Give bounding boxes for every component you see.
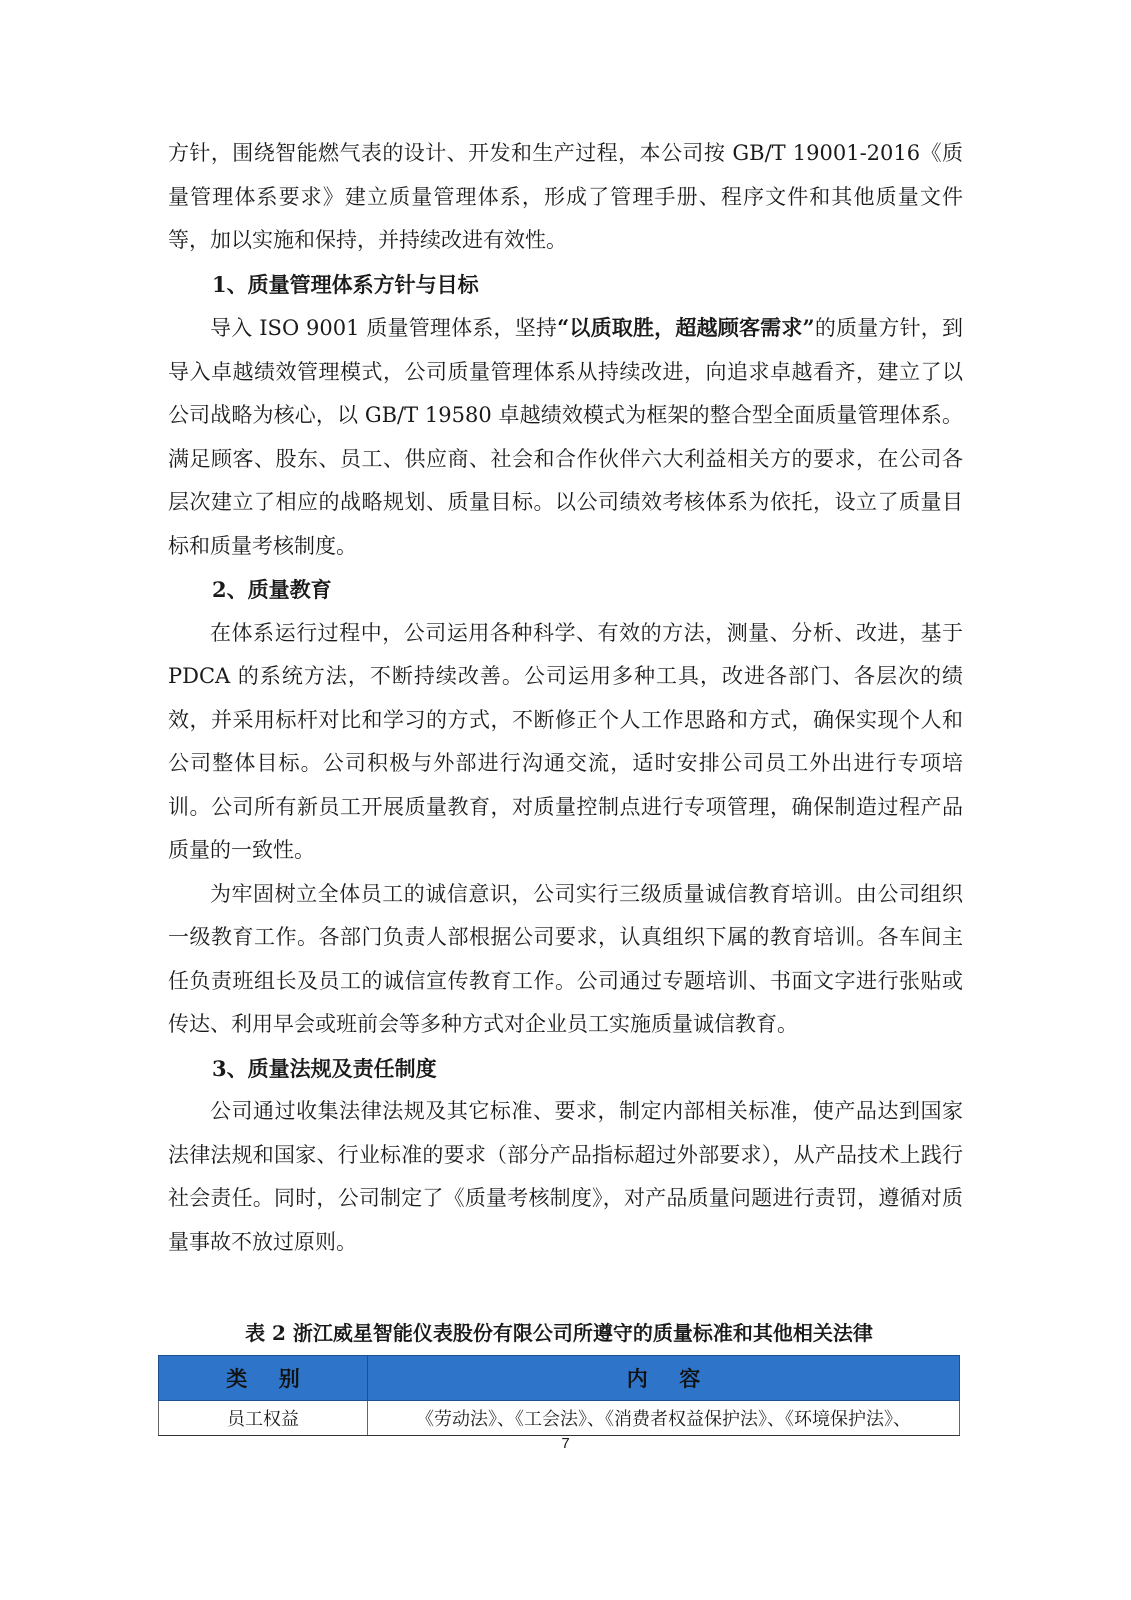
page-number: 7 (561, 1435, 570, 1452)
cell-type: 员工权益 (159, 1401, 368, 1436)
section-heading-2: 2、质量教育 (212, 577, 332, 602)
paragraph-integrity-training: 为牢固树立全体员工的诚信意识，公司实行三级质量诚信教育培训。由公司组织一级教育工作。各部门负责人部根据公司要求，认真组织下属的教育培训。各车间主任负责班组长及员工的诚信宣传教育工作。公司通过专题培训、书面文字进行张贴或传达、利用早会或班前会等多种方式对企业员工实施质量诚信教育。 (168, 881, 963, 1036)
document-body (168, 132, 963, 1264)
paragraph-quality-education: 在体系运行过程中，公司运用各种科学、有效的方法，测量、分析、改进，基于 PDCA 的系统方法，不断持续改善。公司运用多种工具，改进各部门、各层次的绩效，并采用标杆对比和学习的方式，不断修正个人工作思路和方式，确保实现个人和公司整体目标。公司积极与外部进行沟通交流，适时安排公司员工外出进行专项培训。公司所有新员工开展质量教育，对质量控制点进行专项管理，确保制造过程产品质量的一致性。 (168, 620, 963, 862)
section-heading-3: 3、质量法规及责任制度 (212, 1055, 437, 1081)
standards-table (158, 1355, 960, 1436)
paragraph-iso9001-rest: 的质量方针，到导入卓越绩效管理模式，公司质量管理体系从持续改进，向追求卓越看齐，建立了以公司战略为核心，以 GB/T 19580 卓越绩效模式为框架的整合型全面质量管理体系。满足顾客、股东、员工、供应商、社会和合作伙伴六大利益相关方的要求，在公司各层次建立了相应的战略规划、质量目标。以公司绩效考核体系为依托，设立了质量目标和质量考核制度。 (168, 316, 963, 558)
paragraph-iso9001-lead: 导入 ISO 9001 质量管理体系，坚持 (210, 316, 558, 340)
header-content: 内容 (368, 1356, 960, 1401)
table-header-row (159, 1356, 960, 1401)
header-type: 类别 (159, 1356, 368, 1401)
paragraph-iso9001 (168, 306, 963, 568)
cell-content: 《劳动法》、《工会法》、《消费者权益保护法》、《环境保护法》、 (368, 1401, 960, 1436)
paragraph-regulations: 公司通过收集法律法规及其它标准、要求，制定内部相关标准，使产品达到国家法律法规和国家、行业标准的要求（部分产品指标超过外部要求），从产品技术上践行社会责任。同时，公司制定了《质量考核制度》，对产品质量问题进行责罚，遵循对质量事故不放过原则。 (168, 1099, 963, 1254)
quality-slogan: “以质取胜，超越顾客需求” (557, 315, 815, 340)
section-heading-1: 1、质量管理体系方针与目标 (212, 271, 479, 297)
paragraph-quality-policy-intro: 方针，围绕智能燃气表的设计、开发和生产过程，本公司按 GB/T 19001-2016《质量管理体系要求》建立质量管理体系，形成了管理手册、程序文件和其他质量文件等，加以实施和保持，并持续改进有效性。 (168, 141, 963, 252)
table-caption: 表 2 浙江威星智能仪表股份有限公司所遵守的质量标准和其他相关法律 (245, 1321, 873, 1345)
table-row (159, 1401, 960, 1436)
